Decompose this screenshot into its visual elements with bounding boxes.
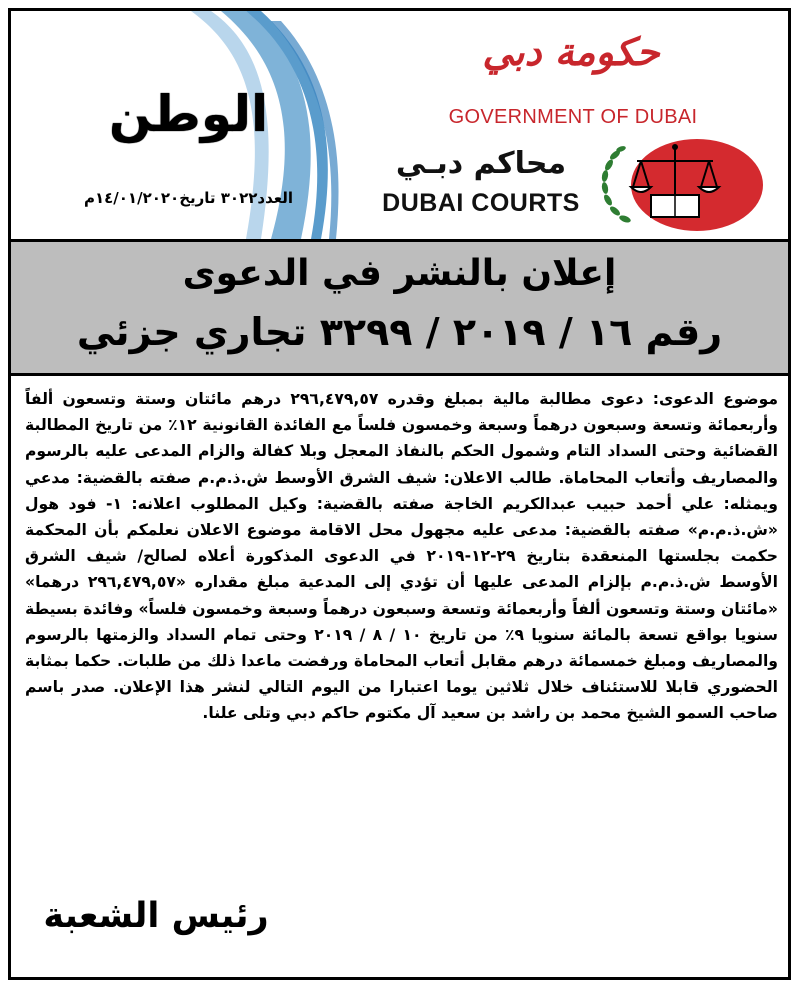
courts-name-arabic: محاكم دبـي: [395, 146, 567, 181]
issue-date: العدد٣٠٢٢ تاريخ١٤/٠١/٢٠٢٠م: [83, 189, 293, 207]
courts-name-english: DUBAI COURTS: [382, 189, 580, 217]
header: [11, 11, 788, 239]
notice-title-banner: [11, 239, 788, 376]
signature: رئيس الشعبة: [43, 896, 269, 936]
government-name-english: GOVERNMENT OF DUBAI: [448, 106, 698, 128]
notice-title: إعلان بالنشر في الدعوى: [182, 253, 617, 294]
case-number: رقم ١٦ / ٢٠١٩ / ٣٢٩٩ تجاري جزئي: [76, 310, 723, 354]
notice-body-text: موضوع الدعوى: دعوى مطالبة مالية بمبلغ وقدره ٢٩٦,٤٧٩,٥٧ درهم مائتان وستة وتسعون ألفاً وأربعمائة وتسعة وسبعون درهماً وسبعة وخمسون فلساً مع الفائدة القانونية ١٢٪ من تاريخ المطالبة القضائية وحتى السداد التام وشمول الحكم بالنفاذ المعجل وبلا كفالة والزام المدعى عليه بالرسوم والمصاريف وأتعاب المحاماة. طالب الاعلان: شيف الشرق الأوسط ش.ذ.م.م صفته بالقضية: مدعي ويمثله: علي أحمد حبيب عبدالكريم الخاجة صفته بالقضية: وكيل المطلوب اعلانه: ١- فود هول «ش.ذ.م.م» صفته بالقضية: مدعى عليه مجهول محل الاقامة موضوع الاعلان نعلمكم بأن المحكمة حكمت بجلستها المنعقدة بتاريخ ٢٩-١٢-٢٠١٩ في الدعوى المذكورة أعلاه لصالح/ شيف الشرق الأوسط ش.ذ.م.م بإلزام المدعى عليها أن تؤدي إلى المدعية مبلغ مقداره «٢٩٦,٤٧٩,٥٧ درهما» «مائتان وستة وتسعون ألفاً وأربعمائة وتسعة وسبعون درهماً وسبعة وخمسون فلساً» وفائدة بسيطة سنويا بواقع تسعة بالمائة سنويا ٩٪ من تاريخ ١٠ / ٨ / ٢٠١٩ وحتى تمام السداد والزمتها بالرسوم والمصاريف ومبلغ خمسمائة درهم مقابل أتعاب المحاماة ورفضت ماعدا ذلك من طلبات. حكما بمثابة الحضوري قابلا للاستئناف خلال ثلاثين يوما اعتبارا من اليوم التالي لنشر هذا الإعلان. صدر باسم صاحب السمو الشيخ محمد بن راشد بن سعيد آل مكتوم حاكم دبي وتلى علنا.: [25, 390, 779, 723]
newspaper-name: الوطن: [108, 85, 269, 143]
government-name-arabic: حكومة دبي: [482, 29, 660, 74]
dubai-courts-scales-icon: [589, 135, 767, 235]
notice-body: [25, 386, 778, 727]
advertisement-frame: [8, 8, 791, 980]
